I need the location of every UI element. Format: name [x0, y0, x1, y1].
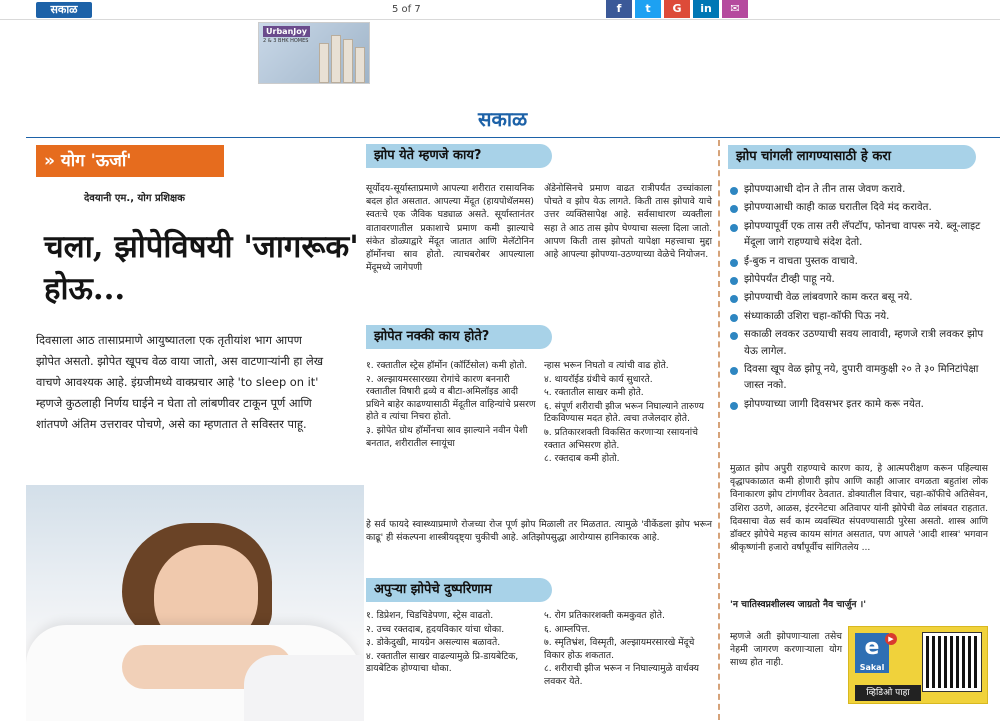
ad-building-graphic — [319, 43, 329, 83]
play-icon: ▶ — [885, 633, 897, 645]
bullet-icon — [730, 277, 738, 285]
google-icon[interactable]: G — [664, 0, 690, 18]
list-item: १. रक्तातील स्ट्रेस हॉर्मोन (कॉर्टिसोल) कमी होतो. — [366, 360, 528, 371]
list-item: ७. स्मृतिभ्रंश, विस्मृती, अल्झायमरसारखे मेंदूचे विकार होऊ शकतात. — [544, 637, 695, 661]
list-item: ८. शरीराची झीज भरून न निघाल्यामुळे वार्धक्य लवकर येते. — [544, 663, 699, 687]
column-divider — [718, 140, 720, 720]
advertisement-banner[interactable] — [258, 22, 370, 84]
tip-text: झोपण्याआधी दोन ते तीन तास जेवण करावे. — [744, 184, 906, 195]
photo-blanket — [244, 655, 364, 721]
tip-text: झोपण्याआधी काही काळ घरातील दिवे मंद करावेत. — [744, 202, 932, 214]
tip-text: झोपण्यापूर्वी एक तास तरी लॅपटॉप, फोनचा वापरू नये. ब्लू-लाइट मेंदूला जागे राहण्याचे संदेश देतो. — [744, 220, 981, 249]
section-heading-effects: अपुऱ्या झोपेचे दुष्परिणाम — [366, 578, 552, 602]
ad-building-graphic — [331, 35, 341, 83]
tip-item — [730, 327, 988, 360]
tip-item — [730, 200, 988, 216]
sleep-benefits-list — [366, 360, 538, 451]
tip-item — [730, 362, 988, 395]
tip-text: दिवसा खूप वेळ झोपू नये, दुपारी वामकुक्षी २० ते ३० मिनिटांपेक्षा जास्त नको. — [744, 364, 979, 392]
tip-item — [730, 254, 988, 270]
ad-building-graphic — [343, 39, 353, 83]
list-item: ३. डोकेदुखी, मायग्रेन असल्यास बळावते. — [366, 637, 501, 649]
list-item: ५. रक्तातील साखर कमी होते. — [544, 387, 644, 399]
tip-text: झोपण्याची वेळ लांबवणारे काम करत बसू नये. — [744, 292, 913, 304]
tip-item — [730, 290, 988, 306]
tip-item — [730, 397, 988, 413]
top-bar — [0, 0, 1000, 20]
article-title: चला, झोपेविषयी 'जागरूक' होऊ... — [44, 229, 359, 307]
tip-item — [730, 182, 988, 198]
ad-subtext: 2 & 3 BHK HOMES — [263, 38, 309, 44]
newspaper-masthead: सकाळ — [478, 107, 528, 131]
list-item: ८. रक्तदाब कमी होतो. — [544, 453, 620, 465]
list-item: ६. संपूर्ण शरीराची झीज भरून निघाल्याने तारुण्य टिकविण्यास मदत होते. त्वचा तजेलदार होते. — [544, 400, 704, 425]
sleeping-woman-photo — [26, 485, 364, 721]
esakal-logo: e — [855, 633, 889, 673]
tip-text: झोपण्याच्या जागी दिवसभर इतर कामे करू नयेत. — [744, 398, 924, 410]
section-heading-what-is-sleep: झोप येते म्हणजे काय? — [366, 144, 552, 168]
list-item: १. डिप्रेशन, चिडचिडेपणा, स्ट्रेस वाढतो. — [366, 610, 494, 621]
ad-building-graphic — [355, 47, 365, 83]
section-summary: हे सर्व फायदे स्वास्थ्याप्रमाणे रोजच्या रोज पूर्ण झोप मिळाली तर मिळतात. त्यामुळे 'वीकेंडला झोप भरून काढू' ही संकल्पना शास्त्रीयदृष्ट्या चुकीची आहे. अतिझोपसुद्धा आरोग्यास हानिकारक आहे. — [366, 519, 712, 544]
list-item: २. अल्झायमरसारख्या रोगांचे कारण बननारी रक्तातील विषारी द्रव्ये व बीटा-अमिलॉइड आदी प्रथिने बाहेर काढण्यासाठी मेंदूतील वाहिन्यांचे प्रसरण होते व त्यांचा निचरा होतो. — [366, 373, 536, 423]
bullet-icon — [730, 259, 738, 267]
mail-icon[interactable]: ✉ — [722, 0, 748, 18]
article-intro: दिवसाला आठ तासाप्रमाणे आयुष्यातला एक तृतीयांश भाग आपण झोपेत असतो. झोपेत खूपच वेळ वाया जातो, अस वाटणाऱ्यांनी हा लेख वाचणे आवश्यक आहे. इंग्रजीमध्ये वाक्प्रचार आहे 'to sleep on it' म्हणजे कुठलाही निर्णय घाईने न घेता तो लांबणीवर टाकून पूर्ण आणि शांतपणे अंतिम उत्तरावर पोचणे, असे का म्हणतात ते सविस्तर पाहू. — [36, 333, 324, 431]
list-item: ४. थायरॉईड ग्रंथीचे कार्य सुधारते. — [544, 373, 653, 385]
sakal-logo[interactable]: सकाळ — [36, 2, 92, 18]
bullet-icon — [730, 367, 738, 375]
bullet-icon — [730, 314, 738, 322]
esakal-brand: Sakal — [859, 663, 885, 672]
section-heading-good-sleep-tips: झोप चांगली लागण्यासाठी हे करा — [728, 145, 976, 169]
page-counter: 5 of 7 — [392, 4, 421, 15]
masthead-divider — [26, 137, 1000, 138]
tip-text: ई-बुक न वाचता पुस्तक वाचावे. — [744, 255, 858, 267]
section-text: ॲडेनोसिनचे प्रमाण वाढत रात्रीपर्यंत उच्चांकाला पोचते व झोप येऊ लागते. किती तास झोपावे याचे उत्तर व्यक्तिसापेक्ष आहे. सर्वसाधारण व्यक्तीला सहा ते आठ तास झोप घेण्याचा सल्ला दिला जातो. आपण किती तास झोपतो यापेक्षा महत्त्वाचा मुद्दा आहे आपल्या झोपण्या-उठण्याच्या वेळेचे नियोजन. — [544, 183, 712, 261]
watch-video-caption: व्हिडिओ पाहा — [855, 685, 921, 701]
bullet-icon — [730, 187, 738, 195]
esakal-video-qr-box[interactable] — [848, 626, 988, 704]
linkedin-icon[interactable]: in — [693, 0, 719, 18]
conclusion-paragraph: मुळात झोप अपुरी राहण्याचे कारण काय, हे आत्मपरीक्षण करून पहिल्यास वृद्धापकाळात कमी होणारी झोप आणि काही आजार वगळता बहुतांश लोक विनाकारण झोप टांगणीवर ठेवतात. डोक्यातील विचार, चहा-कॉफीचे अतिसेवन, उशिरा उठणे, आळस, इंटरनेटचा अतिवापर यांनी झोपेची वेळ लांबवत राहतात. दिवसाचा वेळ सर्व काम व्यवस्थित संपवण्यासाठी पुरेसा असतो. शास्त्र आणि डॉक्टर झोपेचे महत्त्व कायम सांगत असतात, पण आपले 'आदी शास्त्र' भगवान श्रीकृष्णांनी हजारो वर्षांपूर्वीच सांगितलेय ... — [730, 463, 988, 554]
section-heading-during-sleep: झोपेत नक्की काय होते? — [366, 325, 552, 349]
tip-item — [730, 309, 988, 325]
sleep-deprivation-list — [544, 610, 712, 690]
list-item: ३. झोपेत ग्रोथ हॉर्मोनचा स्राव झाल्याने नवीन पेशी बनतात, शरीरातील स्नायूंचा — [366, 424, 528, 449]
facebook-icon[interactable]: f — [606, 0, 632, 18]
list-item: ५. रोग प्रतिकारशक्ती कमकुवत होते. — [544, 610, 665, 621]
author-byline: देवयानी एम., योग प्रशिक्षक — [84, 193, 185, 204]
sleep-deprivation-list — [366, 610, 538, 677]
tip-item — [730, 272, 988, 288]
list-item: ६. आम्लपित्त. — [544, 623, 591, 635]
tip-item — [730, 219, 988, 252]
bullet-icon — [730, 295, 738, 303]
bullet-icon — [730, 224, 738, 232]
qr-code-icon[interactable] — [923, 633, 981, 691]
bullet-icon — [730, 205, 738, 213]
list-item: ४. रक्तातील साखर वाढल्यामुळे प्रि-डायबेटिक, डायबेटिक होण्याचा धोका. — [366, 650, 519, 675]
tip-text: सकाळी लवकर उठण्याची सवय लावावी, म्हणजे रात्री लवकर झोप येऊ लागेल. — [744, 329, 984, 357]
ad-brand: UrbanJoy — [263, 26, 310, 37]
section-text: सूर्योदय-सूर्यास्ताप्रमाणे आपल्या शरीरात रासायनिक बदल होत असतात. आपल्या मेंदूत (हायपोथॅलमस) स्वतःचे एक जैविक घड्याळ असते. सूर्यास्तानंतर वातावरणातील प्रकाशाचे प्रमाण कमी झाल्याचे संकेत डोळ्याद्वारे मेंदूत जातात आणि मेलॅटोनिन हॉर्मोनचा स्राव होतो. त्याचबरोबर आपल्याला मेंदूमध्ये जागेपणी — [366, 183, 534, 274]
bullet-icon — [730, 332, 738, 340]
sleep-benefits-list — [544, 360, 712, 467]
list-item: ७. प्रतिकारशक्ती विकसित करणाऱ्या रसायनांचे रक्तात अभिसरण होते. — [544, 426, 698, 451]
gita-quote: 'न चातिस्वप्नशीलस्य जाग्रतो नैव चार्जुन ।' — [730, 599, 867, 610]
tip-text: झोपेपर्यंत टीव्ही पाहू नये. — [744, 274, 835, 286]
list-item: २. उच्च रक्तदाब, हृदयविकार यांचा धोका. — [366, 623, 505, 635]
tip-text: संध्याकाळी उशिरा चहा-कॉफी पिऊ नये. — [744, 310, 890, 322]
sleep-tips-list — [730, 182, 988, 415]
list-item: न्हास भरून निघतो व त्यांची वाढ होते. — [544, 360, 669, 371]
closing-note: म्हणजे अती झोपणाऱ्याला तसेच नेहमी जागरण करणाऱ्याला योग साध्य होत नाही. — [730, 631, 842, 669]
bullet-icon — [730, 402, 738, 410]
section-tag: » योग 'ऊर्जा' — [36, 145, 224, 177]
twitter-icon[interactable]: t — [635, 0, 661, 18]
